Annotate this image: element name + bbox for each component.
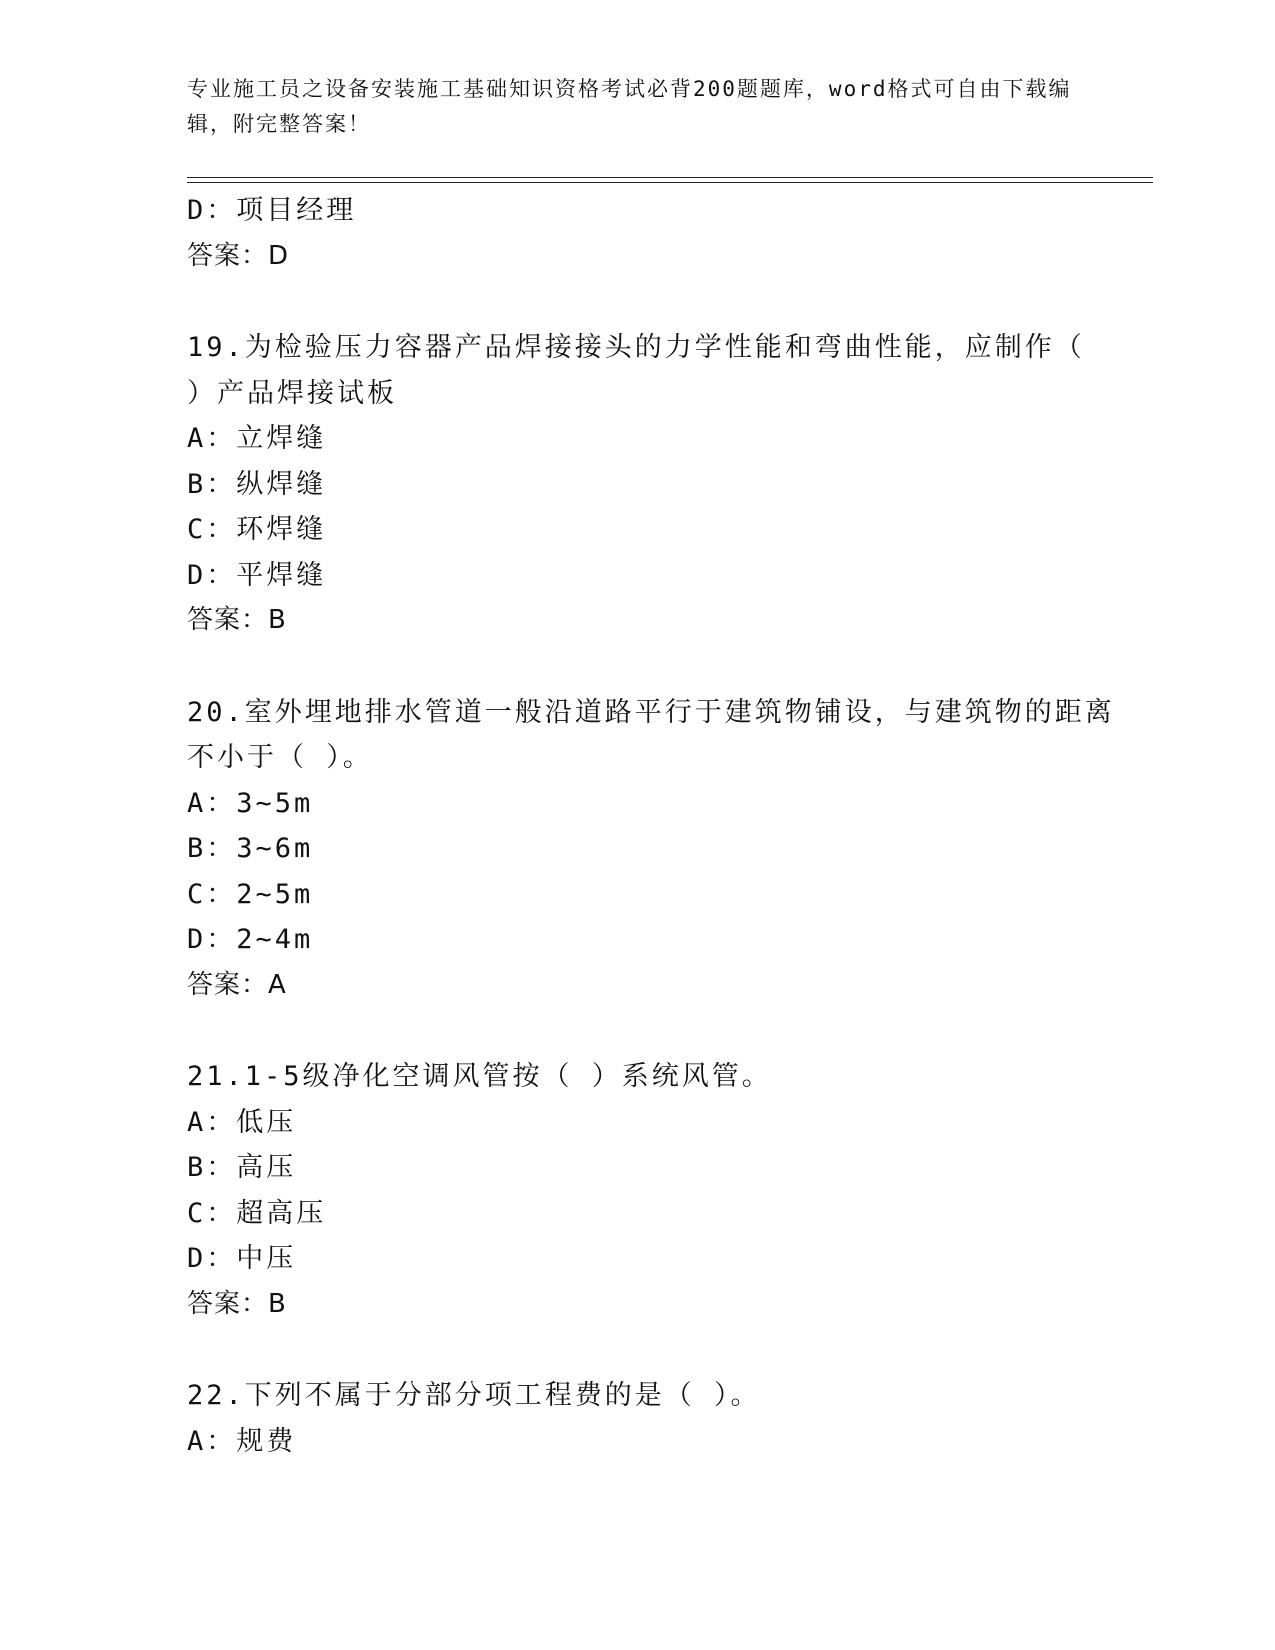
document-header (187, 72, 1087, 142)
question-block (187, 1054, 1087, 1327)
option-d: D：平焊缝 (187, 559, 327, 591)
question-text-continued: 不小于（ ）。 (187, 742, 373, 773)
option-a: A：3~5m (187, 787, 314, 819)
answer-line: 答案：D (187, 240, 290, 271)
option-d: D：2~4m (187, 924, 314, 955)
header-title: 专业施工员之设备安装施工基础知识资格考试必背200题题库，word格式可自由下载编辑，附完整答案！ (187, 77, 1072, 136)
option-c: C：超高压 (187, 1197, 327, 1229)
question-text: 19.为检验压力容器产品焊接接头的力学性能和弯曲性能，应制作（ (187, 332, 1085, 363)
option-a: A：立焊缝 (187, 423, 327, 454)
question-block (187, 690, 1115, 1009)
question-text: 20.室外埋地排水管道一般沿道路平行于建筑物铺设，与建筑物的距离 (187, 696, 1115, 728)
spacer (187, 644, 1087, 690)
option-a: A：规费 (187, 1425, 297, 1457)
question-content (187, 188, 1115, 1464)
question-block (187, 1373, 1087, 1464)
option-b: B：3~6m (187, 833, 314, 864)
option-d: D：项目经理 (187, 195, 357, 226)
option-c: C：环焊缝 (187, 514, 327, 545)
question-text: 22.下列不属于分部分项工程费的是（ ）。 (187, 1380, 761, 1411)
answer-line: 答案：B (187, 1288, 287, 1319)
option-c: C：2~5m (187, 878, 314, 910)
option-b: B：纵焊缝 (187, 468, 327, 500)
option-b: B：高压 (187, 1152, 297, 1183)
spacer (187, 279, 1087, 325)
question-text: 21.1-5级净化空调风管按（ ）系统风管。 (187, 1061, 772, 1092)
question-block (187, 325, 1087, 644)
option-a: A：低压 (187, 1106, 297, 1138)
option-d: D：中压 (187, 1243, 297, 1274)
answer-line: 答案：A (187, 969, 287, 1000)
spacer (187, 1327, 1087, 1373)
header-divider-top (187, 177, 1153, 178)
answer-line: 答案：B (187, 605, 287, 635)
header-divider-bottom (187, 182, 1153, 183)
question-text-continued: ）产品焊接试板 (187, 377, 397, 409)
spacer (187, 1008, 1087, 1054)
